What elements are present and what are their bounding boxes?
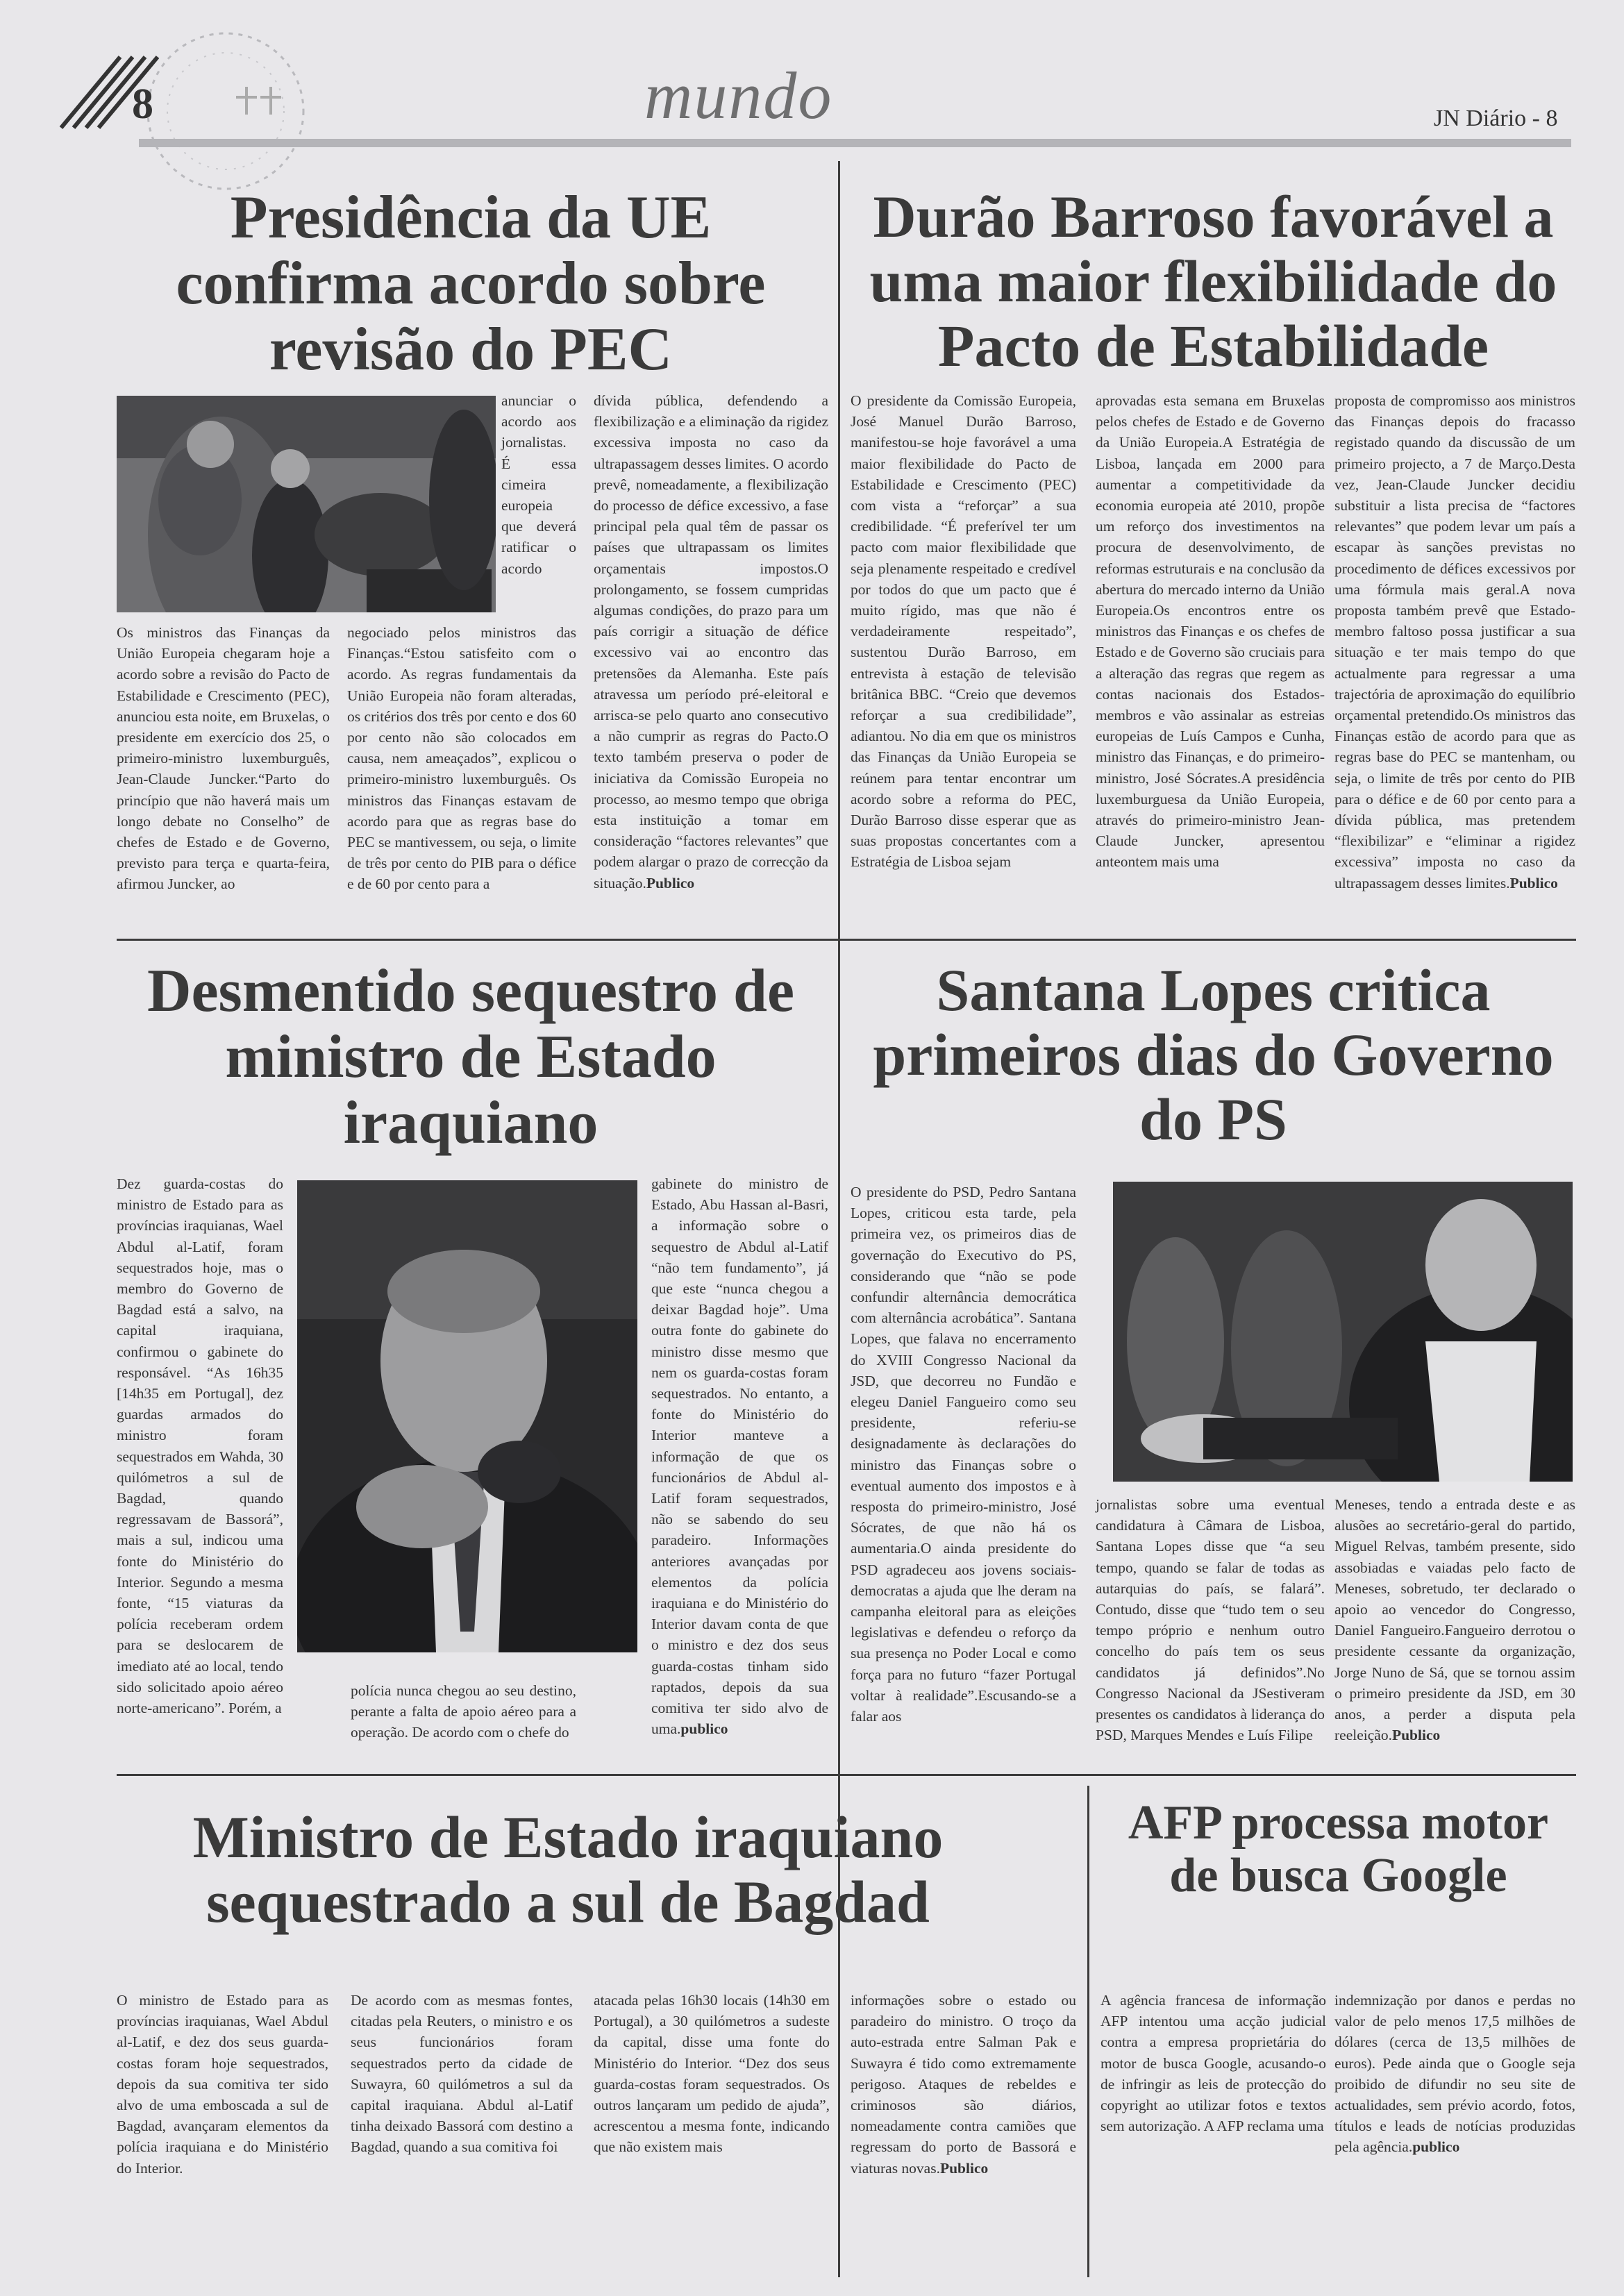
article-body: proposta de compromisso aos ministros das Finanças depois do fracasso registado quando da discussão de um primeiro projecto, a 7 de Março.Desta vez, Jean-Claude Juncker decidiu substituir a lista precisa de “factores relevantes” que podem levar um país a escapar às sanções previstas no procedimento de défices excessivos por uma fórmula mais geral.A nova proposta também prevê que Estado-membro faltoso possa justificar a sua situação e ter mais tempo do que actualmente para regressar a uma trajectória de aproximação do equilíbrio orçamental pretendido.Os ministros das Finanças estão de acordo para que as regras base do PEC se mantenham, ou seja, o limite de três por cento do PIB para o défice e de 60 por cento para a dívida pública, mas pretendem “flexibilizar” e “eliminar a rigidez excessiva” imposta no caso da ultrapassagem desses limites. (1334, 392, 1575, 891)
article-text-column (594, 390, 828, 894)
column-divider (838, 161, 840, 2277)
article-body: informações sobre o estado ou paradeiro do ministro. O troço da auto-estrada entre Salman Pak e Suwayra é tido como extremamente perigoso. Ataques de rebeldes e criminosos são diários, nomeadamente contra camiões que regressam do porto de Bassorá e viaturas novas. (851, 1992, 1076, 2177)
source-credit: Publico (939, 2159, 989, 2177)
article-body: gabinete do ministro de Estado, Abu Hassan al-Basri, a informação sobre o sequestro de Abdul al-Latif “não tem fundamento”, já que este “nunca chegou a deixar Bagdad hoje”. Uma outra fonte do gabinete do ministro disse mesmo que nem os guarda-costas foram sequestrados. No entanto, a fonte do Ministério do Interior manteve a informação de que os funcionários de Abdul al-Latif foram sequestrados, não se sabendo do seu paradeiro. Informações anteriores avançadas por elementos da polícia iraquiana e do Ministério do Interior davam conta de que o ministro e dez dos seus guarda-costas tinham sido raptados, depois da sua comitiva ter sido alvo de uma. (651, 1175, 828, 1738)
article-body: Meneses, tendo a entrada deste e as alusões ao secretário-geral do partido, Miguel Relvas, também presente, sido assobiadas e vaiadas pelo facto de Meneses, sobretudo, ter declarado o apoio ao vencedor do Congresso, Daniel Fangueiro.Fangueiro derrotou o presidente cessante da organização, Jorge Nuno de Sá, que se tornou assim o primeiro presidente da JSD, em 30 anos, a perder a disputa pela reeleição. (1334, 1496, 1575, 1744)
photo-iraqi-minister (297, 1180, 637, 1652)
folio: JN Diário - 8 (1434, 106, 1558, 131)
article-text-column: jornalistas sobre uma eventual candidatura à Câmara de Lisboa, Santana Lopes disse que “a seu tempo, quando se falar de todas as autarquias do país, se falará”. Contudo, disse que “tudo tem o seu tempo próprio e nenhum outro concelho do país tem os seus candidatos já definidos”.No Congresso Nacional da JSestiveram presentes os candidatos à liderança do PSD, Marques Mendes e Luís Filipe (1096, 1496, 1325, 1744)
headline: Durão Barroso favorável a uma maior flexibilidade do Pacto de Estabilidade (869, 183, 1557, 379)
article-text-column: O ministro de Estado para as províncias iraquianas, Wael Abdul al-Latif, e dez dos seus guarda-costas foram hoje sequestrados, depois da sua comitiva ter sido alvo de uma emboscada a sul de Bagdad, avançaram elementos da polícia iraquiana e do Ministério do Interior. (117, 1992, 328, 2177)
article-text-column (651, 1173, 828, 1739)
headline: Presidência da UE confirma acordo sobre revisão do PEC (176, 184, 766, 384)
article-text-column (851, 1990, 1076, 2179)
article-body: indemnização por danos e perdas no valor de pelo menos 17,5 milhões de dólares (cerca de 13,5 milhões de euros). Pede ainda que o Google seja proibido de difundir no seu site de actualidades, sem prévio acordo, fotos, títulos e leads de notícias produzidas pela agência. (1334, 1992, 1575, 2156)
article-text-column-side: anunciar o acordo aos jornalistas. É essa cimeira europeia que deverá ratificar o acordo (501, 392, 576, 577)
photo-eu-ministers (117, 396, 496, 612)
section-divider (117, 1774, 1576, 1776)
source-credit: Publico (1391, 1727, 1441, 1744)
article-text-column: A agência francesa de informação AFP intentou uma acção judicial contra a empresa proprietária do motor de busca Google, acusando-o de infringir as leis de protecção do copyright ao utilizar fotos e textos sem autorização. A AFP reclama uma (1100, 1992, 1326, 2135)
headline: AFP processa motor de busca Google (1128, 1796, 1549, 1902)
article-text-column: De acordo com as mesmas fontes, citadas pela Reuters, o ministro e os seus funcionários foram sequestrados perto da cidade de Suwayra, 60 quilómetros a sul da capital iraquiana. Abdul al-Latif tinha deixado Bassorá com destino a Bagdad, quando a sua comitiva foi (351, 1992, 573, 2156)
article-text-column: O presidente da Comissão Europeia, José Manuel Durão Barroso, manifestou-se hoje favorável a uma maior flexibilidade do Pacto de Estabilidade e Crescimento (PEC) com vista a “reforçar” a sua credibilidade. “É preferível ter um pacto com maior flexibilidade que seja plenamente respeitado e credível por todos do que um pacto que é muito rígido, mas que não é verdadeiramente respeitado”, sustentou Durão Barroso, em entrevista à estação de televisão britânica BBC. “Creio que devemos reforçar a sua credibilidade”, adiantou. No dia em que os ministros das Finanças da União Europeia se reúnem para tentar encontrar um acordo sobre a reforma do PEC, Durão Barroso disse esperar que as suas propostas concertantes com a Estratégia de Lisboa sejam (851, 392, 1076, 871)
article-text-column: Dez guarda-costas do ministro de Estado para as províncias iraquianas, Wael Abdul al-Latif, foram sequestrados hoje, mas o membro do Governo de Bagdad está a salvo, na capital iraquiana, confirmou o gabinete do responsável. “As 16h35 [14h35 em Portugal], dez guardas armados do ministro foram sequestrados em Wahda, 30 quilómetros a sul de Bagdad, quando regressavam de Bassorá”, mais a sul, indicou uma fonte do Ministério do Interior. Segundo a mesma fonte, “15 viaturas da polícia receberam ordem para se deslocarem de imediato até ao local, tendo sido solicitado apoio aéreo norte-americano”. Porém, a (117, 1175, 283, 1717)
section-divider (117, 939, 1576, 941)
article-text-column: O presidente do PSD, Pedro Santana Lopes, criticou esta tarde, pela primeira vez, os primeiros dias de governação do Executivo do PS, considerando que “não se pode confundir alternância democrática com alternância acrobática”. Santana Lopes, que falava no encerramento do XVIII Congresso Nacional da JSD, que decorreu no Fundão e elegeu Daniel Fangueiro como seu presidente, referiu-se designadamente às declarações do ministro das Finanças sobre o eventual aumento dos impostos e à resposta do primeiro-ministro, José Sócrates, de que não há os aumentaria.O ainda presidente do PSD agradeceu aos jovens sociais-democratas a ajuda que lhe deram na campanha eleitoral para as eleições legislativas e defendeu o reforço da sua presença no Poder Local e como força para no futuro “fazer Portugal voltar à realidade”.Escusando-se a falar aos (851, 1184, 1076, 1725)
article-text-column (1334, 1990, 1575, 2158)
column-divider (1087, 1786, 1089, 2277)
page-number: 8 (132, 81, 153, 128)
headline: Desmentido sequestro de ministro de Estado iraquiano (147, 957, 795, 1157)
photo-caption: Os ministros das Finanças da União Europeia chegaram hoje a acordo sobre a revisão do Pacto de Estabilidade e Crescimento (PEC), anunciou esta noite, em Bruxelas, o presidente em exercício dos 25, o primeiro-ministro luxemburguês, Jean-Claude Juncker.“Parto do princípio que não haverá mais um longo debate no Conselho” de chefes de Estado e de Governo, previsto para terça e quarta-feira, afirmou Juncker, ao (117, 624, 330, 893)
article-text-column: polícia nunca chegou ao seu destino, perante a falta de apoio aéreo para a operação. De acordo com o chefe do (351, 1682, 576, 1741)
source-credit: Publico (646, 874, 695, 891)
article-text-column (1334, 1494, 1575, 1745)
masthead-rule (139, 139, 1571, 147)
article-text-column: negociado pelos ministros das Finanças.“Estou satisfeito com o acordo. As regras fundamentais da União Europeia não foram alteradas, os critérios dos três por cento e dos 60 por cento não são colocados em causa, nem ameaçados”, explicou o primeiro-ministro luxemburguês. Os ministros das Finanças estavam de acordo para que as regras base do PEC se mantivessem, ou seja, o limite de três por cento do PIB para o défice e de 60 por cento para a (347, 624, 576, 893)
headline: Ministro de Estado iraquiano sequestrado a sul de Bagdad (192, 1804, 944, 1935)
source-credit: publico (680, 1720, 728, 1738)
article-text-column (1334, 390, 1575, 894)
photo-santana-lopes (1113, 1182, 1573, 1482)
source-credit: Publico (1509, 874, 1558, 891)
headline: Santana Lopes critica primeiros dias do Governo do PS (873, 957, 1554, 1153)
article-text-column: atacada pelas 16h30 locais (14h30 em Portugal), a 30 quilómetros a sudeste da capital, disse uma fonte do Ministério do Interior. “Dez dos seus guarda-costas foram sequestrados. Os outros lançaram um pedido de ajuda”, acrescentou a mesma fonte, indicando que não existem mais (594, 1992, 830, 2156)
article-text-column: aprovadas esta semana em Bruxelas pelos chefes de Estado e de Governo da União Europeia.A Estratégia de Lisboa, lançada em 2000 para aumentar a competitividade da economia europeia até 2010, propõe um reforço dos investimentos na procura de desenvolvimento, de reformas estruturais e na conclusão da abertura do mercado interno da União Europeia.Os encontros entre os ministros das Finanças e os chefes de Estado e de Governo são cruciais para a alteração das regras que regem as contas nacionais dos Estados-membros e vão assinalar as estreias europeias de Luís Campos e Cunha, ministro das Finanças, e do primeiro-ministro, José Sócrates.A presidência luxemburguesa da União Europeia, através do primeiro-ministro Jean-Claude Juncker, apresentou anteontem mais uma (1096, 392, 1325, 871)
source-credit: publico (1412, 2138, 1460, 2156)
article-body: dívida pública, defendendo a flexibilização e a eliminação da rigidez excessiva imposta no caso da ultrapassagem desses limites. O acordo prevê, nomeadamente, a flexibilização do processo de défice excessivo, a fase principal pela qual têm de passar os países que ultrapassam os limites orçamentais impostos.O prolongamento, se fossem cumpridas algumas condições, do prazo para um país corrigir a situação de défice excessivo vai ao encontro das pretensões da Alemanha. Este país atravessa um período pré-eleitoral e arrisca-se pelo quarto ano consecutivo a não cumprir as regras do Pacto.O texto também preserva o poder de iniciativa da Comissão Europeia no processo, ao mesmo tempo que obriga esta instituição a tomar em consideração “factores relevantes” que podem alargar o prazo de correcção da situação. (594, 392, 828, 891)
section-title: mundo (644, 58, 833, 133)
